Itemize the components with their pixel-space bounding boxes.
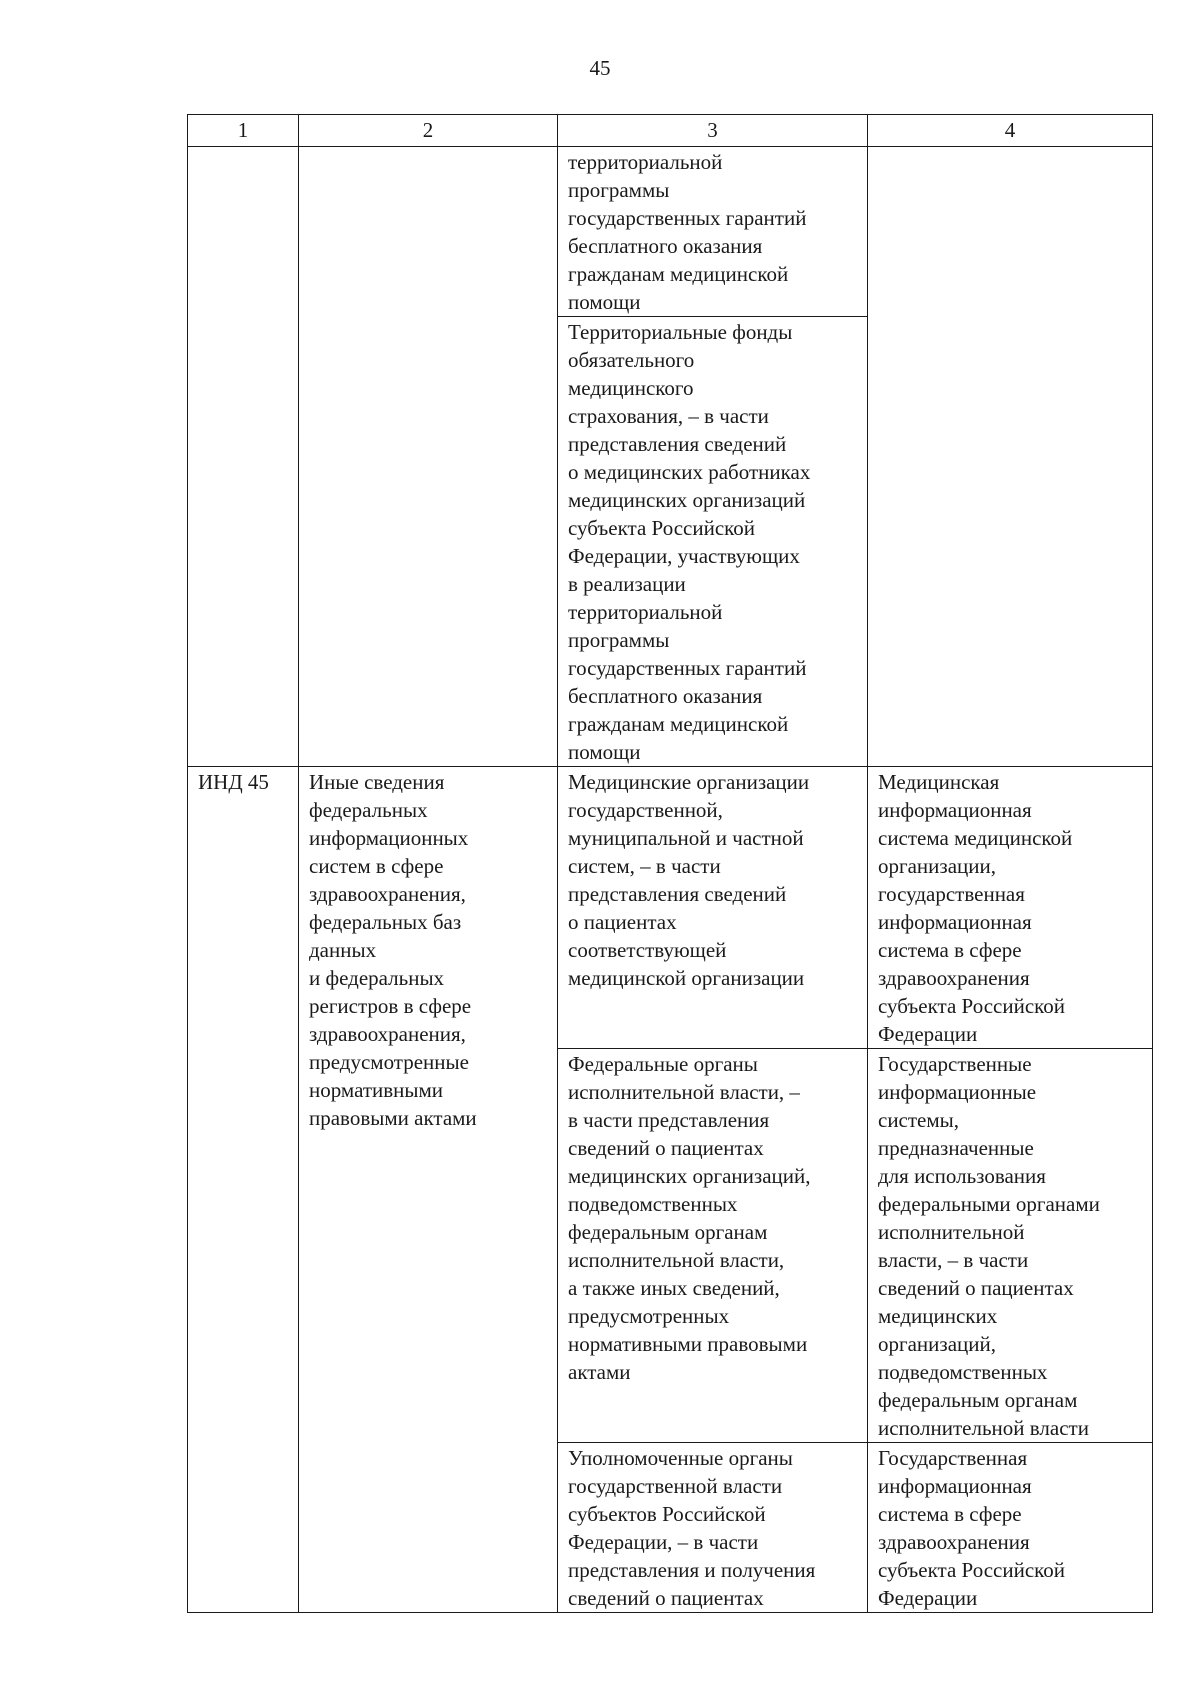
page-number: 45 (589, 56, 611, 80)
system-cell (868, 1443, 1153, 1613)
provider-cell (558, 767, 868, 1049)
table-row (188, 767, 1153, 1049)
provider-text: территориальной программы государственных гарантий бесплатного оказания гражданам медицинской помощи (568, 150, 807, 314)
indicator-code-cell (188, 767, 299, 1613)
column-number-3: 3 (558, 115, 868, 147)
empty-code-cell (188, 147, 299, 767)
document-table (187, 114, 1153, 1613)
column-number-2: 2 (299, 115, 558, 147)
provider-text: Медицинские организации государственной, муниципальной и частной систем, – в части представления сведений о пациентах соответствующей медицинской организации (568, 770, 810, 990)
indicator-description: Иные сведения федеральных информационных систем в сфере здравоохранения, федеральных баз данных и федеральных регистров в сфере здравоохранения, предусмотренные нормативными правовыми актами (309, 770, 477, 1130)
empty-system-cell (868, 147, 1153, 767)
indicator-code: ИНД 45 (198, 770, 269, 794)
table-header-row (188, 115, 1153, 147)
system-cell (868, 767, 1153, 1049)
provider-text: Федеральные органы исполнительной власти, – в части представления сведений о пациентах медицинских организаций, подведомственных федеральным органам исполнительной власти, а также иных сведений, предусмотренных нормативными правовыми актами (568, 1052, 811, 1384)
system-text: Государственные информационные системы, предназначенные для использования федеральными органами исполнительной власти, – в части сведений о пациентах медицинских организаций, подведомственных федеральным органам исполнительной власти (878, 1052, 1100, 1440)
system-cell (868, 1049, 1153, 1443)
indicator-description-cell (299, 767, 558, 1613)
system-text: Государственная информационная система в сфере здравоохранения субъекта Российской Федерации (878, 1446, 1066, 1610)
column-number-1: 1 (188, 115, 299, 147)
provider-cell (558, 317, 868, 767)
provider-cell (558, 147, 868, 317)
provider-cell (558, 1443, 868, 1613)
table-row (188, 147, 1153, 317)
provider-text: Уполномоченные органы государственной власти субъектов Российской Федерации, – в части представления и получения сведений о пациентах (568, 1446, 816, 1610)
provider-cell (558, 1049, 868, 1443)
empty-description-cell (299, 147, 558, 767)
column-number-4: 4 (868, 115, 1153, 147)
provider-text: Территориальные фонды обязательного медицинского страхования, – в части представления сведений о медицинских работниках медицинских организаций субъекта Российской Федерации, участвующих в реализации территориальной программы государственных гарантий бесплатного оказания гражданам медицинской помощи (568, 320, 811, 764)
system-text: Медицинская информационная система медицинской организации, государственная информационная система в сфере здравоохранения субъекта Российской Федерации (878, 770, 1073, 1046)
